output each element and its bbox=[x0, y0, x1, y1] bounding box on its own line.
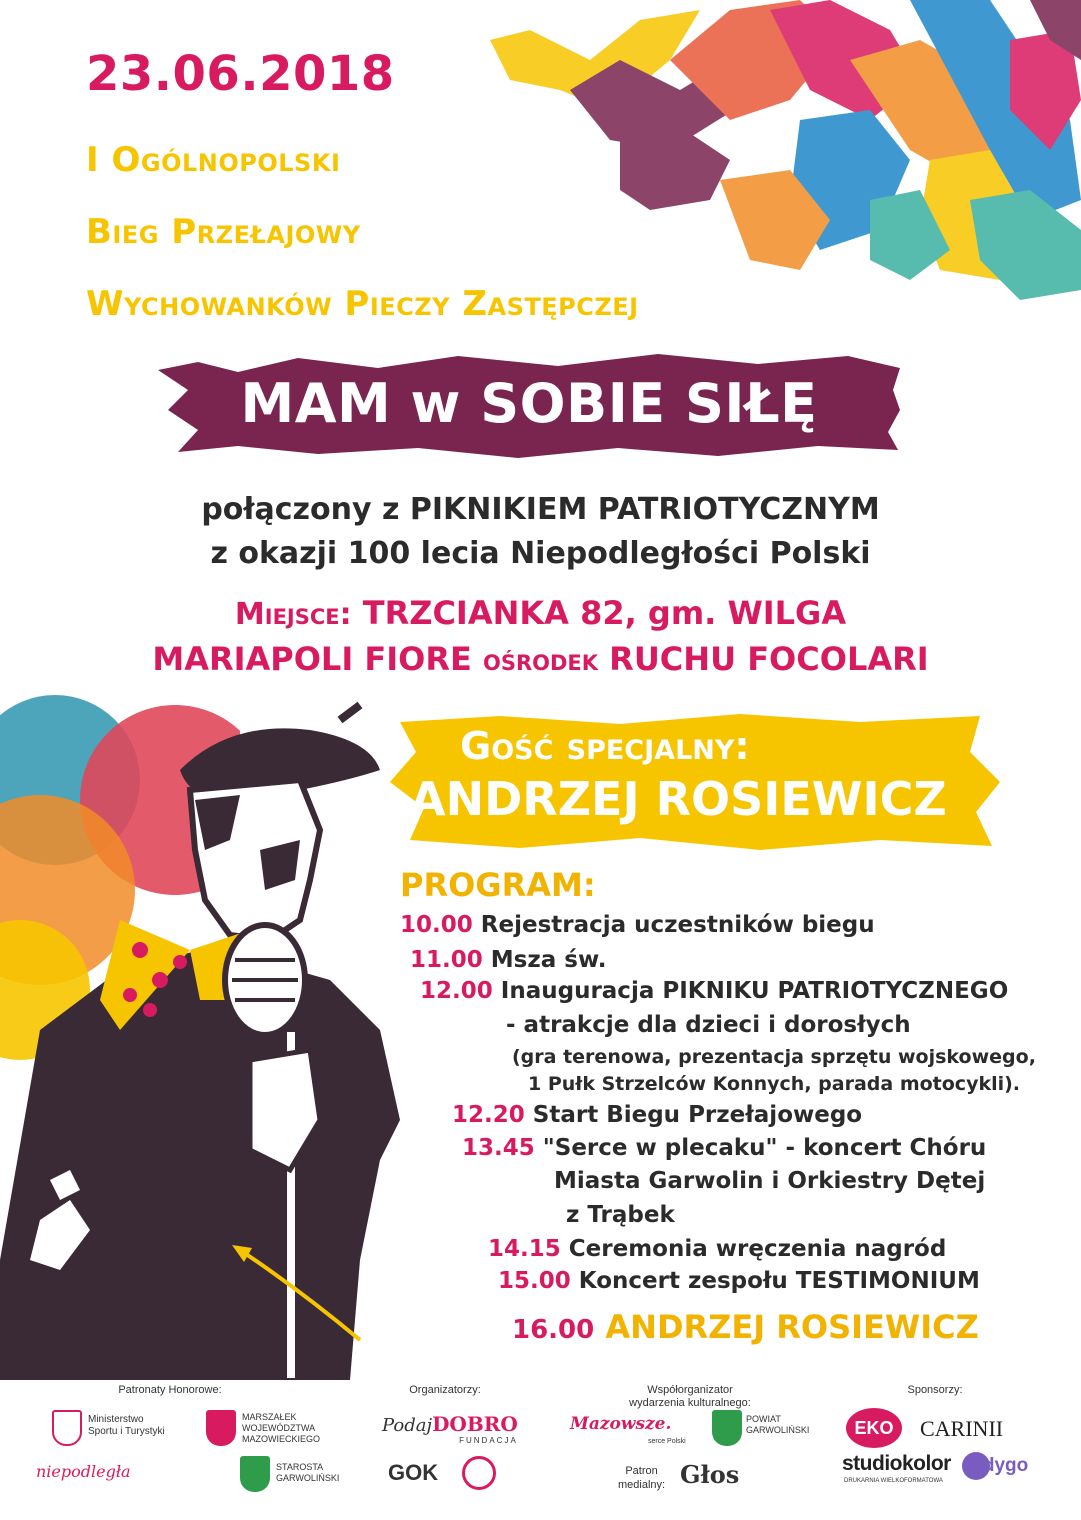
program-time: 13.45 bbox=[462, 1135, 535, 1161]
runner-legs-illustration bbox=[470, 0, 1081, 300]
program-item bbox=[512, 1046, 1036, 1068]
program-time: 15.00 bbox=[498, 1268, 571, 1294]
guest-label: Gość specjalny: bbox=[460, 724, 750, 768]
marszalek-line-1: MARSZAŁEK bbox=[242, 1412, 297, 1422]
program-time: 10.00 bbox=[400, 912, 473, 938]
marszalek-line-3: MAZOWIECKIEGO bbox=[242, 1434, 321, 1444]
fundacja-text: FUNDACJA bbox=[459, 1436, 518, 1445]
polish-eagle-emblem-icon bbox=[52, 1410, 82, 1446]
place-movement: RUCHU FOCOLARI bbox=[609, 640, 929, 678]
program-text: Koncert zespołu TESTIMONIUM bbox=[578, 1268, 980, 1294]
podaj-text: Podaj bbox=[382, 1415, 433, 1436]
patron-medialny-label bbox=[618, 1464, 665, 1492]
starosta-line-1: STAROSTA bbox=[276, 1462, 324, 1472]
program-item bbox=[452, 1102, 862, 1128]
place-venue: MARIAPOLI FIORE bbox=[152, 640, 472, 678]
program-item bbox=[498, 1268, 980, 1294]
gok-logo: GOK bbox=[388, 1460, 439, 1485]
program-text: (gra terenowa, prezentacja sprzętu wojskowego, bbox=[512, 1046, 1036, 1068]
program-final-name: ANDRZEJ ROSIEWICZ bbox=[605, 1308, 979, 1346]
program-item bbox=[566, 1202, 675, 1228]
program-final-time: 16.00 bbox=[512, 1315, 595, 1345]
glos-logo: Głos bbox=[680, 1460, 740, 1489]
place-line-1 bbox=[0, 594, 1081, 632]
place-label: Miejsce: bbox=[234, 597, 352, 632]
studiokolor-subtext: DRUKARNIA WIELKOFORMATOWA bbox=[844, 1478, 943, 1484]
patron-line-1: Patron bbox=[625, 1465, 658, 1477]
program-item bbox=[506, 1012, 911, 1038]
wspolorganizator-label-2: wydarzenia kulturalnego: bbox=[629, 1397, 751, 1409]
program-time: 11.00 bbox=[410, 947, 483, 973]
ministerstwo-logo-text bbox=[88, 1414, 165, 1438]
marszalek-line-2: WOJEWÓDZTWA bbox=[242, 1423, 316, 1433]
program-text: z Trąbek bbox=[566, 1202, 675, 1228]
powiat-emblem-icon bbox=[712, 1410, 742, 1446]
program-final-item bbox=[512, 1308, 979, 1346]
program-item bbox=[400, 912, 875, 938]
program-text: Rejestracja uczestników biegu bbox=[472, 912, 875, 938]
program-time: 12.20 bbox=[452, 1102, 525, 1128]
singer-silhouette-illustration bbox=[0, 700, 470, 1380]
podaj-dobro-logo bbox=[382, 1412, 518, 1445]
program-item bbox=[488, 1236, 946, 1262]
powiat-logo-text bbox=[746, 1414, 809, 1436]
program-time: 14.15 bbox=[488, 1236, 561, 1262]
eko-logo: EKO bbox=[846, 1408, 902, 1448]
banner-slogan: MAM w SOBIE SIŁĘ bbox=[240, 372, 818, 435]
program-text: Start Biegu Przełajowego bbox=[532, 1102, 863, 1128]
starosta-line-2: GARWOLIŃSKI bbox=[276, 1473, 340, 1483]
garwolin-emblem-icon bbox=[240, 1456, 270, 1492]
program-text: Ceremonia wręczenia nagród bbox=[568, 1236, 947, 1262]
place-line-2 bbox=[0, 640, 1081, 678]
program-time: 12.00 bbox=[420, 978, 493, 1004]
starosta-logo-text bbox=[276, 1462, 339, 1484]
indygo-logo: indygo bbox=[966, 1455, 1029, 1476]
carini-logo: CARINII bbox=[920, 1416, 1004, 1441]
program-text: 1 Pułk Strzelców Konnych, parada motocykli). bbox=[528, 1073, 1021, 1095]
program-text: "Serce w plecaku" - koncert Chóru bbox=[542, 1135, 987, 1161]
title-line-3: Wychowanków Pieczy Zastępczej bbox=[86, 284, 639, 324]
mazowsze-subtext: serce Polski bbox=[648, 1438, 686, 1445]
program-item bbox=[554, 1168, 985, 1194]
wspolorganizator-label bbox=[590, 1384, 790, 1410]
guest-name: ANDRZEJ ROSIEWICZ bbox=[410, 772, 947, 826]
program-text: - atrakcje dla dzieci i dorosłych bbox=[506, 1012, 911, 1038]
powiat-line-1: POWIAT bbox=[746, 1414, 781, 1424]
marszalek-logo-text bbox=[242, 1412, 320, 1445]
program-item bbox=[462, 1135, 986, 1161]
wspolorganizator-label-1: Współorganizator bbox=[647, 1384, 733, 1396]
patronaty-label: Patronaty Honorowe: bbox=[118, 1384, 222, 1396]
ministerstwo-line-2: Sportu i Turystyki bbox=[88, 1426, 165, 1437]
title-line-2: Bieg Przełajowy bbox=[86, 212, 361, 252]
dobro-text: DOBRO bbox=[432, 1412, 518, 1436]
place-address: TRZCIANKA 82, gm. WILGA bbox=[362, 594, 847, 632]
subtitle-line-2: z okazji 100 lecia Niepodległości Polski bbox=[210, 536, 871, 571]
program-item bbox=[528, 1073, 1020, 1095]
studiokolor-logo: studiokolor bbox=[842, 1452, 951, 1475]
patron-line-2: medialny: bbox=[618, 1479, 666, 1491]
niepodlegla-logo: niepodległa bbox=[36, 1462, 131, 1481]
powiat-line-2: GARWOLIŃSKI bbox=[746, 1425, 810, 1435]
firefighters-badge-icon bbox=[462, 1456, 496, 1490]
program-title: PROGRAM: bbox=[400, 866, 596, 904]
program-text: Miasta Garwolin i Orkiestry Dętej bbox=[554, 1168, 986, 1194]
title-line-1: I Ogólnopolski bbox=[86, 140, 341, 180]
program-item bbox=[410, 947, 606, 973]
program-text: Inauguracja PIKNIKU PATRIOTYCZNEGO bbox=[500, 978, 1009, 1004]
event-date: 23.06.2018 bbox=[86, 46, 395, 102]
sponsorzy-label: Sponsorzy: bbox=[907, 1384, 963, 1396]
program-item bbox=[420, 978, 1008, 1004]
ministerstwo-line-1: Ministerstwo bbox=[88, 1414, 144, 1425]
place-venue-type: ośrodek bbox=[482, 643, 599, 678]
subtitle-line-1: połączony z PIKNIKIEM PATRIOTYCZNYM bbox=[201, 492, 880, 527]
organizatorzy-label: Organizatorzy: bbox=[409, 1384, 481, 1396]
mazowsze-emblem-icon bbox=[206, 1410, 236, 1446]
program-text: Msza św. bbox=[490, 947, 607, 973]
mazowsze-logo: Mazowsze. bbox=[570, 1414, 672, 1434]
